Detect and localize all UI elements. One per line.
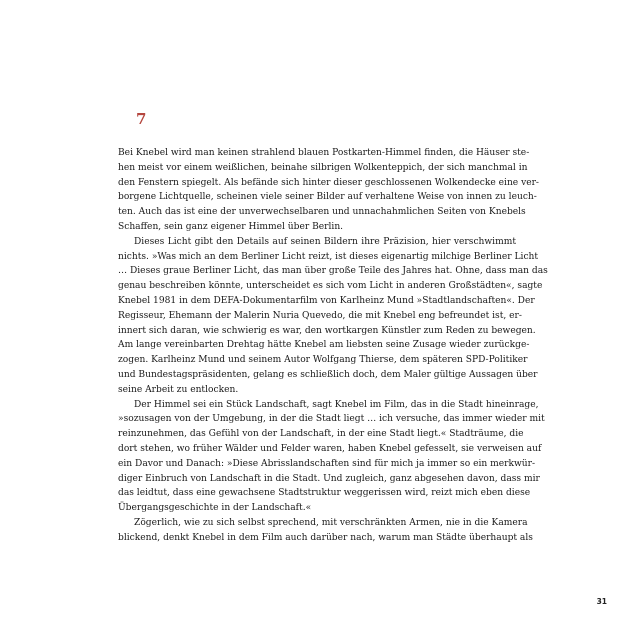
text-line: nichts. »Was mich an dem Berliner Licht reizt, ist dieses eigenartig milchige Berliner Licht (118, 251, 539, 262)
text-line: Zögerlich, wie zu sich selbst sprechend, mit verschränkten Armen, nie in die Kamera (134, 517, 528, 528)
text-line: ein Davor und Danach: »Diese Abrisslandschaften sind für mich ja immer so ein merkwür- (118, 458, 536, 469)
text-line: Bei Knebel wird man keinen strahlend blauen Postkarten-Himmel finden, die Häuser ste- (118, 148, 530, 158)
text-line: »sozusagen von der Umgebung, in der die Stadt liegt … ich versuche, das immer wieder mit (118, 414, 545, 425)
text-line: diger Einbruch von Landschaft in die Stadt. Und zugleich, ganz abgesehen davon, dass mir (118, 473, 540, 484)
text-line: und Bundestagspräsidenten, gelang es schließlich doch, dem Maler gültige Aussagen über (118, 369, 538, 380)
text-line: Dieses Licht gibt den Details auf seinen Bildern ihre Präzision, hier verschwimmt (134, 236, 516, 247)
text-line: Der Himmel sei ein Stück Landschaft, sagt Knebel im Film, das in die Stadt hineinrage, (134, 399, 539, 410)
text-line: den Fenstern spiegelt. Als befände sich hinter dieser geschlossenen Wolkendecke eine ver- (118, 177, 540, 188)
text-line: Am lange vereinbarten Drehtag hätte Knebel am liebsten seine Zusage wieder zurückge- (118, 340, 530, 351)
text-line: Übergangsgeschichte in der Landschaft.« (118, 503, 312, 514)
text-line: ten. Auch das ist eine der unverwechselbaren und unnachahmlichen Seiten von Knebels (118, 207, 526, 218)
text-line: reinzunehmen, das Gefühl von der Landschaft, in der eine Stadt liegt.« Stadträume, die (118, 429, 524, 440)
text-line: hen meist vor einem weißlichen, beinahe silbrigen Wolkenteppich, der sich manchmal in (118, 162, 528, 173)
text-line: blickend, denkt Knebel in dem Film auch darüber nach, warum man Städte überhaupt als (118, 532, 533, 543)
text-line: genau beschreiben könnte, unterscheidet es sich vom Licht in anderen Großstädten«, sagte (118, 281, 543, 292)
text-line: dort stehen, wo früher Wälder und Felder waren, haben Knebel gefesselt, sie verweisen auf (118, 443, 542, 454)
text-line: Knebel 1981 in dem DEFA-Dokumentarfilm von Karlheinz Mund »Stadtlandschaften«. Der (118, 295, 535, 306)
page-number: 31 (596, 597, 607, 606)
paragraph (118, 235, 548, 398)
text-line: zogen. Karlheinz Mund und seinem Autor Wolfgang Thierse, dem späteren SPD-Politiker (118, 355, 528, 366)
body-text (118, 146, 548, 546)
text-line: innert sich daran, wie schwierig es war, den wortkargen Künstler zum Reden zu bewegen. (118, 325, 536, 336)
text-line: das leidtut, dass eine gewachsene Stadtstruktur weggerissen wird, reizt mich eben diese (118, 488, 531, 499)
text-line: seine Arbeit zu entlocken. (118, 384, 239, 395)
paragraph (118, 516, 533, 546)
chapter-number: 7 (136, 110, 147, 128)
text-line: Regisseur, Ehemann der Malerin Nuria Quevedo, die mit Knebel eng befreundet ist, er- (118, 310, 522, 321)
text-line: Schaffen, sein ganz eigener Himmel über Berlin. (118, 221, 344, 232)
paragraph (118, 398, 545, 516)
text-line: … Dieses graue Berliner Licht, das man über große Teile des Jahres hat. Ohne, dass man das (118, 266, 548, 277)
paragraph (118, 146, 540, 235)
text-line: borgene Lichtquelle, scheinen viele seiner Bilder auf verhaltene Weise von innen zu leuch- (118, 192, 537, 203)
